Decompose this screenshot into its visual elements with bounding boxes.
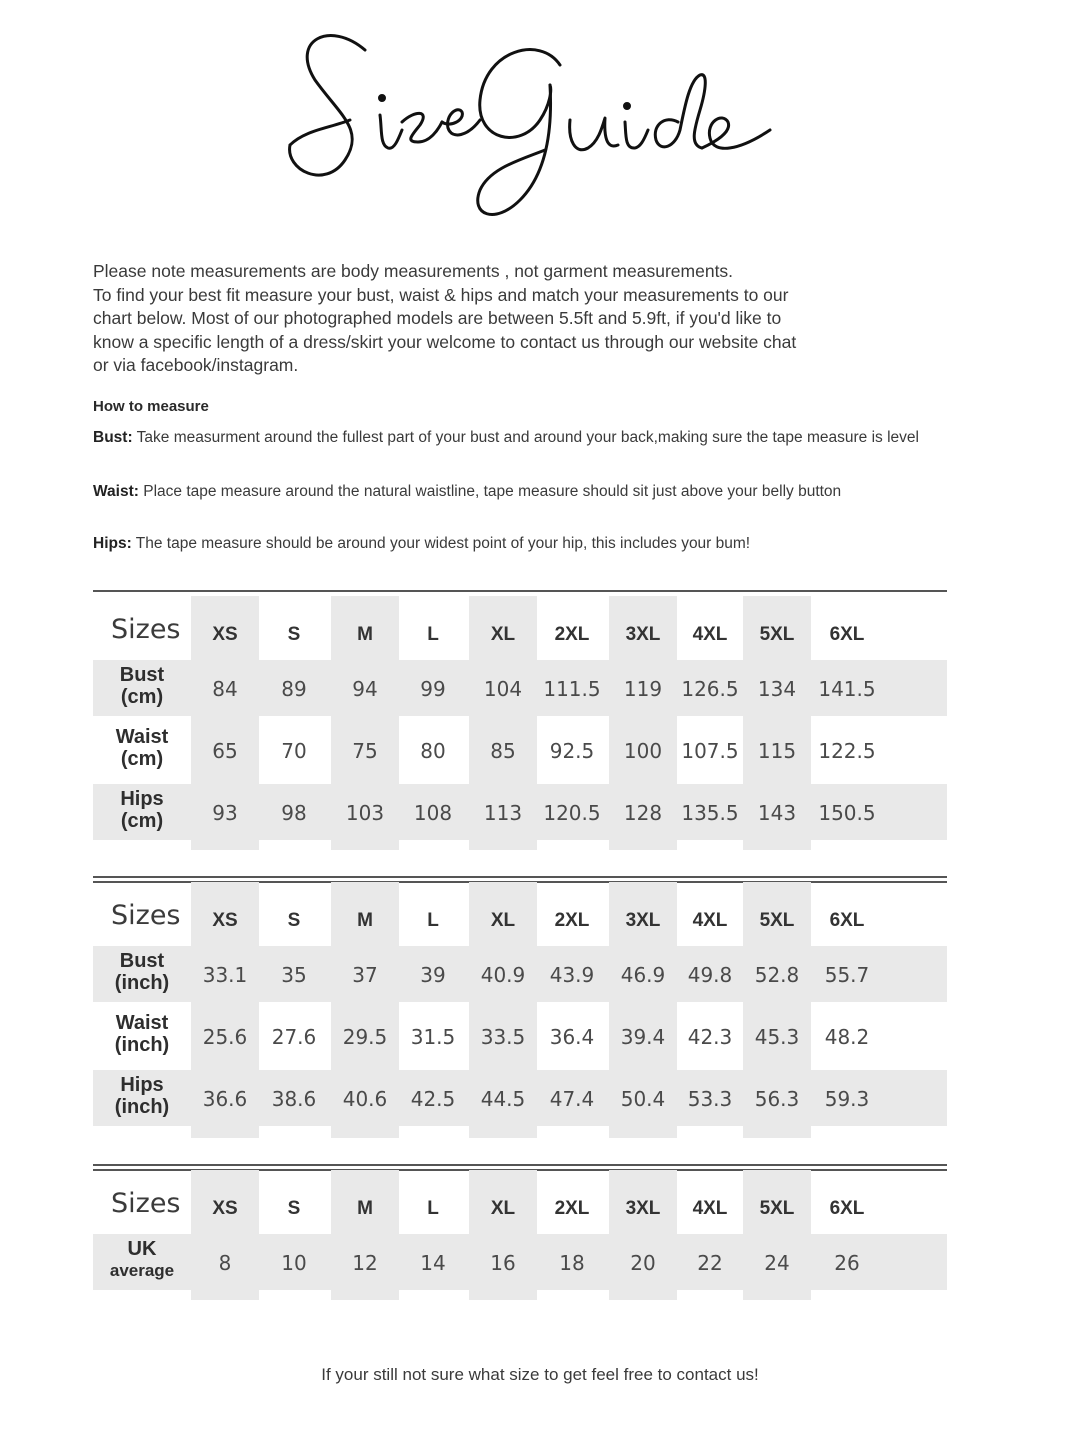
- row-label-line: (cm): [120, 748, 164, 770]
- waist-label: Waist:: [93, 483, 139, 500]
- footer-note: If your still not sure what size to get feel free to contact us!: [321, 1365, 759, 1384]
- table-cell: 39.4: [620, 1025, 666, 1049]
- size-header-cell: 2XL: [554, 1198, 590, 1219]
- table-cell: 113: [483, 801, 523, 825]
- table-row-label: [97, 664, 187, 708]
- size-header-cell: 5XL: [759, 910, 795, 931]
- size-header-cell: S: [287, 910, 301, 931]
- size-header-cell: 3XL: [625, 624, 661, 645]
- sizes-header-label: Sizes: [111, 1188, 181, 1219]
- size-header-cell: XS: [212, 910, 238, 931]
- size-header-cell: 4XL: [692, 910, 728, 931]
- size-header-cell: L: [427, 910, 439, 931]
- table-cell: 40.6: [342, 1087, 388, 1111]
- table-cell: 70: [281, 739, 307, 763]
- cm-size-table: [93, 590, 947, 850]
- table-cell: 85: [490, 739, 516, 763]
- table-cell: 49.8: [687, 963, 733, 987]
- table-row-label: [97, 1012, 187, 1056]
- table-cell: 20: [630, 1251, 656, 1275]
- bust-instruction: [93, 427, 963, 449]
- table-cell: 33.5: [480, 1025, 526, 1049]
- table-cell: 26: [834, 1251, 860, 1275]
- table-cell: 100: [623, 739, 663, 763]
- sizes-header-label: Sizes: [111, 900, 181, 931]
- size-header-cell: M: [357, 910, 373, 931]
- table-cell: 55.7: [824, 963, 870, 987]
- table-cell: 92.5: [549, 739, 595, 763]
- table-cell: 44.5: [480, 1087, 526, 1111]
- table-cell: 53.3: [687, 1087, 733, 1111]
- table-row-label: [97, 788, 187, 832]
- table-cell: 43.9: [549, 963, 595, 987]
- table-cell: 33.1: [202, 963, 248, 987]
- table-cell: 48.2: [824, 1025, 870, 1049]
- table-cell: 115: [757, 739, 797, 763]
- size-header-cell: 4XL: [692, 624, 728, 645]
- table-cell: 98: [281, 801, 307, 825]
- size-header-cell: 2XL: [554, 624, 590, 645]
- table-cell: 52.8: [754, 963, 800, 987]
- table-cell: 24: [764, 1251, 790, 1275]
- row-label-line: (cm): [120, 810, 164, 832]
- table-cell: 108: [413, 801, 453, 825]
- table-cell: 143: [757, 801, 797, 825]
- table-cell: 50.4: [620, 1087, 666, 1111]
- hips-instruction: [93, 533, 963, 555]
- table-cell: 122.5: [818, 739, 876, 763]
- row-label-line: Bust: [119, 664, 165, 686]
- size-header-cell: M: [357, 624, 373, 645]
- size-header-cell: XL: [490, 624, 516, 645]
- table-cell: 59.3: [824, 1087, 870, 1111]
- row-label-line: Hips: [120, 1074, 164, 1096]
- table-cell: 80: [420, 739, 446, 763]
- size-header-cell: 3XL: [625, 910, 661, 931]
- table-cell: 31.5: [410, 1025, 456, 1049]
- table-divider-rule: [93, 590, 947, 592]
- row-label-line: (inch): [114, 972, 170, 994]
- size-header-cell: M: [357, 1198, 373, 1219]
- table-cell: 103: [345, 801, 385, 825]
- table-cell: 38.6: [271, 1087, 317, 1111]
- size-header-cell: 2XL: [554, 910, 590, 931]
- hips-label: Hips:: [93, 535, 132, 552]
- table-cell: 120.5: [543, 801, 601, 825]
- row-label-line: Waist: [115, 726, 169, 748]
- size-header-cell: 5XL: [759, 1198, 795, 1219]
- table-cell: 29.5: [342, 1025, 388, 1049]
- table-row-label: [97, 1074, 187, 1118]
- table-cell: 47.4: [549, 1087, 595, 1111]
- table-row-label: [97, 950, 187, 994]
- size-header-cell: S: [287, 1198, 301, 1219]
- uk-size-table: [93, 1164, 947, 1300]
- table-cell: 35: [281, 963, 307, 987]
- waist-instruction: [93, 481, 963, 503]
- table-cell: 93: [212, 801, 238, 825]
- size-header-cell: 5XL: [759, 624, 795, 645]
- row-label-line: Hips: [120, 788, 164, 810]
- intro-line: know a specific length of a dress/skirt your welcome to contact us through our website chat: [93, 331, 797, 352]
- size-header-cell: XS: [212, 1198, 238, 1219]
- table-cell: 128: [623, 801, 663, 825]
- table-row-label: [97, 726, 187, 770]
- row-label-line: (inch): [114, 1096, 170, 1118]
- intro-line: Please note measurements are body measurements , not garment measurements.: [93, 261, 734, 281]
- table-cell: 25.6: [202, 1025, 248, 1049]
- row-label-line: Bust: [119, 950, 165, 972]
- size-header-cell: L: [427, 624, 439, 645]
- how-to-measure-heading: How to measure: [93, 398, 209, 415]
- intro-line: chart below. Most of our photographed models are between 5.5ft and 5.9ft, if you'd like to: [93, 308, 782, 328]
- row-label-line: Waist: [115, 1012, 169, 1034]
- size-header-cell: 6XL: [829, 910, 865, 931]
- size-header-cell: XS: [212, 624, 238, 645]
- table-cell: 45.3: [754, 1025, 800, 1049]
- table-cell: 107.5: [681, 739, 739, 763]
- table-cell: 126.5: [681, 677, 739, 701]
- table-cell: 104: [483, 677, 523, 701]
- table-cell: 12: [352, 1251, 378, 1275]
- table-cell: 27.6: [271, 1025, 317, 1049]
- table-cell: 22: [697, 1251, 723, 1275]
- table-cell: 14: [420, 1251, 446, 1275]
- table-cell: 56.3: [754, 1087, 800, 1111]
- table-cell: 65: [212, 739, 238, 763]
- row-label-line: UK: [127, 1238, 157, 1260]
- row-label-line: (inch): [114, 1034, 170, 1056]
- table-cell: 10: [281, 1251, 307, 1275]
- table-cell: 37: [352, 963, 378, 987]
- table-cell: 8: [218, 1251, 232, 1275]
- table-cell: 119: [623, 677, 663, 701]
- table-cell: 99: [420, 677, 446, 701]
- bust-label: Bust:: [93, 429, 133, 446]
- size-header-cell: 6XL: [829, 624, 865, 645]
- intro-line: To find your best fit measure your bust, waist & hips and match your measurements to our: [93, 284, 789, 305]
- table-cell: 39: [420, 963, 446, 987]
- size-header-cell: 4XL: [692, 1198, 728, 1219]
- inch-size-table: [93, 876, 947, 1138]
- row-label-line: (cm): [120, 686, 164, 708]
- intro-paragraph: [93, 260, 973, 378]
- size-header-cell: 6XL: [829, 1198, 865, 1219]
- table-cell: 134: [757, 677, 797, 701]
- table-cell: 75: [352, 739, 378, 763]
- size-guide-title: [0, 0, 1080, 250]
- size-header-cell: L: [427, 1198, 439, 1219]
- bust-text: Take measurment around the fullest part of your bust and around your back,making sure the tape measure is level: [136, 429, 919, 446]
- table-cell: 40.9: [480, 963, 526, 987]
- hips-text: The tape measure should be around your widest point of your hip, this includes your bum!: [135, 535, 751, 552]
- table-cell: 16: [490, 1251, 516, 1275]
- table-cell: 36.6: [202, 1087, 248, 1111]
- sizes-header-label: Sizes: [111, 614, 181, 645]
- table-cell: 84: [212, 677, 238, 701]
- table-cell: 111.5: [543, 677, 601, 701]
- table-cell: 42.5: [410, 1087, 456, 1111]
- table-cell: 94: [352, 677, 378, 701]
- waist-text: Place tape measure around the natural waistline, tape measure should sit just above your belly button: [143, 483, 842, 500]
- size-header-cell: 3XL: [625, 1198, 661, 1219]
- size-guide-script-logo: [270, 10, 790, 240]
- table-row-label: [97, 1238, 187, 1282]
- table-cell: 36.4: [549, 1025, 595, 1049]
- size-header-cell: S: [287, 624, 301, 645]
- size-header-cell: XL: [490, 910, 516, 931]
- table-cell: 141.5: [818, 677, 876, 701]
- table-cell: 150.5: [818, 801, 876, 825]
- row-label-line: average: [109, 1261, 175, 1280]
- table-cell: 89: [281, 677, 307, 701]
- table-cell: 42.3: [687, 1025, 733, 1049]
- table-cell: 135.5: [681, 801, 739, 825]
- table-cell: 18: [559, 1251, 585, 1275]
- size-header-cell: XL: [490, 1198, 516, 1219]
- intro-line: or via facebook/instagram.: [93, 355, 299, 375]
- table-cell: 46.9: [620, 963, 666, 987]
